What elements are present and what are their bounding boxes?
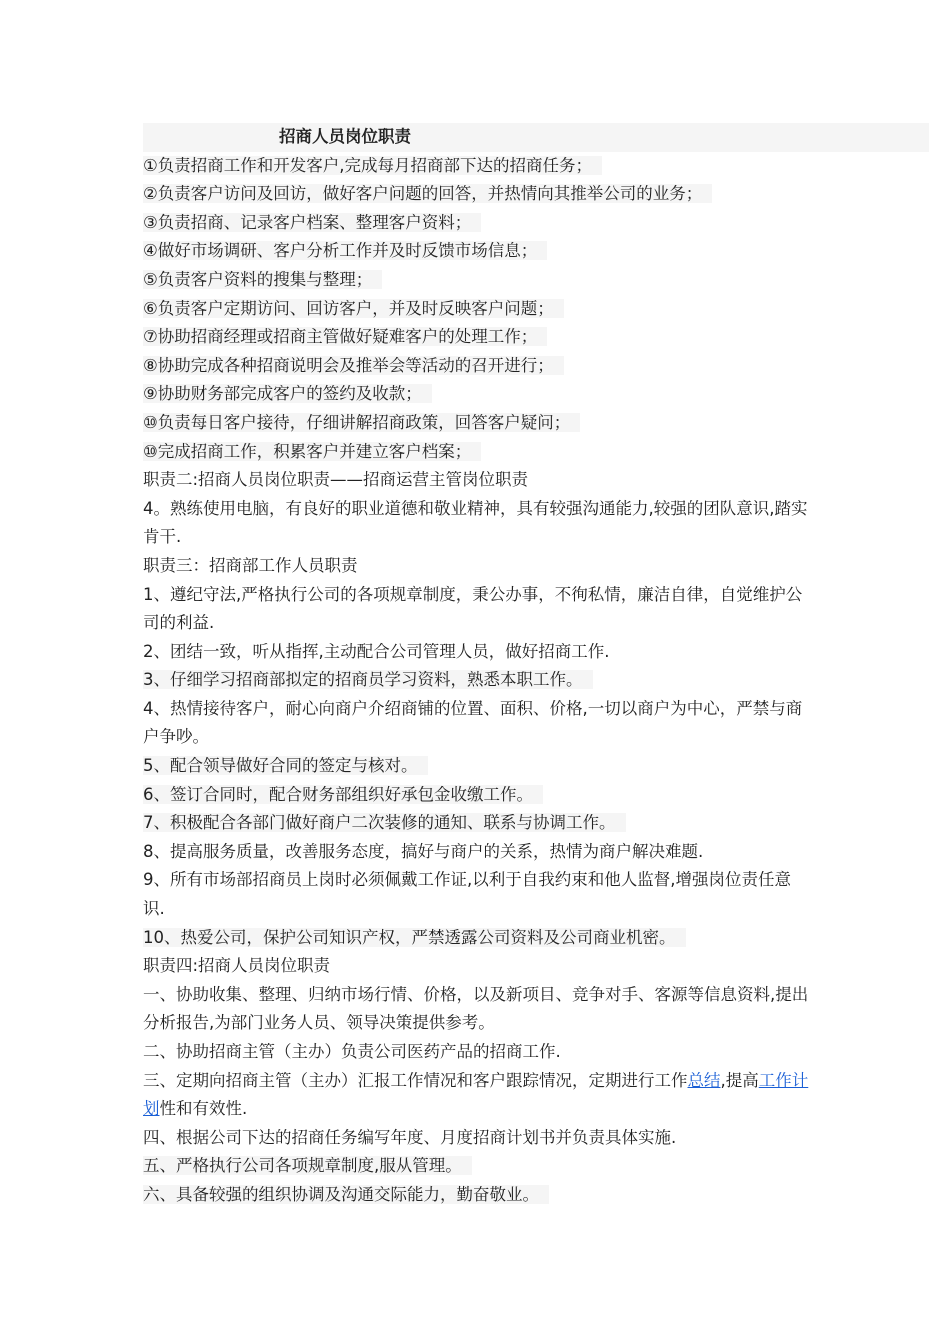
work-plan-link[interactable]: 工作计划 [143, 1070, 809, 1119]
document-title: 招商人员岗位职责 [279, 127, 411, 146]
section-heading: 职责二:招商人员岗位职责——招商运营主管岗位职责 [143, 470, 529, 490]
list-item: 六、具备较强的组织协调及沟通交际能力，勤奋敬业。 [143, 1181, 811, 1210]
list-item: 三、定期向招商主管（主办）汇报工作情况和客户跟踪情况，定期进行工作总结,提高工作计划性和有效性. [143, 1070, 809, 1119]
list-item: ⑩完成招商工作，积累客户并建立客户档案； [143, 438, 811, 467]
list-item: ⑨协助财务部完成客户的签约及收款； [143, 380, 811, 409]
list-item: ③负责招商、记录客户档案、整理客户资料； [143, 209, 811, 238]
list-item: 五、严格执行公司各项规章制度,服从管理。 [143, 1152, 811, 1181]
list-item: ⑤负责客户资料的搜集与整理； [143, 266, 811, 295]
list-item: ④做好市场调研、客户分析工作并及时反馈市场信息； [143, 237, 811, 266]
list-item: 四、根据公司下达的招商任务编写年度、月度招商计划书并负责具体实施. [143, 1127, 677, 1147]
list-item: 2、团结一致，听从指挥,主动配合公司管理人员，做好招商工作. [143, 641, 610, 661]
list-item: 一、协助收集、整理、归纳市场行情、价格，以及新项目、竞争对手、客源等信息资料,提出分析报告,为部门业务人员、领导决策提供参考。 [143, 984, 809, 1033]
list-item: ②负责客户访问及回访，做好客户问题的回答，并热情向其推举公司的业务； [143, 180, 811, 209]
list-item: 9、所有市场部招商员上岗时必须佩戴工作证,以利于自我约束和他人监督,增强岗位责任意识. [143, 870, 791, 919]
paragraph: 4。熟练使用电脑，有良好的职业道德和敬业精神，具有较强沟通能力,较强的团队意识,踏实肯干. [143, 498, 808, 547]
list-item: 7、积极配合各部门做好商户二次装修的通知、联系与协调工作。 [143, 809, 811, 838]
list-item: 1、遵纪守法,严格执行公司的各项规章制度，秉公办事，不徇私情，廉洁自律，自觉维护公司的利益. [143, 584, 803, 633]
list-item: 10、热爱公司，保护公司知识产权，严禁透露公司资料及公司商业机密。 [143, 924, 811, 953]
list-item: 8、提高服务质量，改善服务态度，搞好与商户的关系，热情为商户解决难题. [143, 841, 704, 861]
list-item: ⑧协助完成各种招商说明会及推举会等活动的召开进行； [143, 352, 811, 381]
list-item: 5、配合领导做好合同的签定与核对。 [143, 752, 811, 781]
list-item: ①负责招商工作和开发客户,完成每月招商部下达的招商任务； [143, 152, 811, 181]
list-item: ⑦协助招商经理或招商主管做好疑难客户的处理工作； [143, 323, 811, 352]
list-item: ⑥负责客户定期访问、回访客户，并及时反映客户问题； [143, 295, 811, 324]
title-line [143, 123, 811, 152]
document-body [143, 123, 811, 1210]
list-item: 6、签订合同时，配合财务部组织好承包金收缴工作。 [143, 781, 811, 810]
section-heading: 职责三：招商部工作人员职责 [143, 555, 358, 575]
list-item: 4、热情接待客户，耐心向商户介绍商铺的位置、面积、价格,一切以商户为中心，严禁与商户争吵。 [143, 698, 803, 747]
list-item: 二、协助招商主管（主办）负责公司医药产品的招商工作. [143, 1042, 561, 1061]
section-heading: 职责四:招商人员岗位职责 [143, 956, 331, 976]
list-item: 3、仔细学习招商部拟定的招商员学习资料，熟悉本职工作。 [143, 666, 811, 695]
list-item: ⑩负责每日客户接待，仔细讲解招商政策，回答客户疑问； [143, 409, 811, 438]
summary-link[interactable]: 总结 [687, 1070, 721, 1090]
